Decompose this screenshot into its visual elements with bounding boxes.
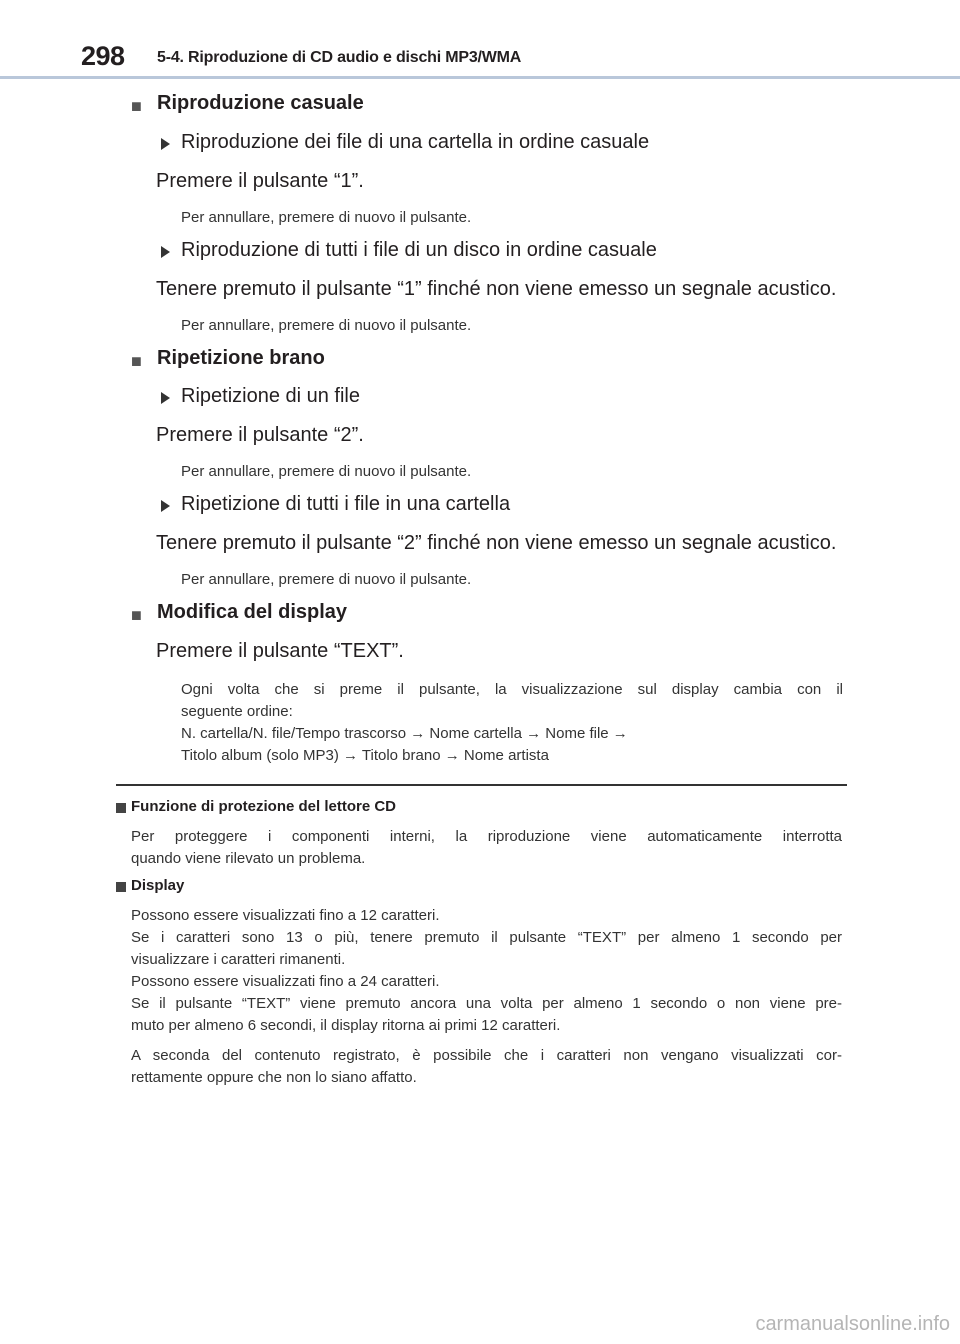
instruction-display-change: Premere il pulsante “TEXT”.	[156, 640, 404, 662]
heading-square-icon: ■	[131, 96, 142, 116]
instruction-repeat-file: Premere il pulsante “2”.	[156, 424, 364, 446]
triangle-bullet-icon	[161, 500, 170, 512]
text-line: muto per almeno 6 secondi, il display ritorna ai primi 12 caratteri.	[131, 1017, 561, 1034]
text-line: A seconda del contenuto registrato, è possibile che i caratteri non vengano visualizzati cor-	[131, 1047, 842, 1064]
note-text-cd-protection	[131, 826, 842, 870]
text-line: Ogni volta che si preme il pulsante, la visualizzazione sul display cambia con il	[181, 681, 843, 698]
heading-repeat: Ripetizione brano	[157, 347, 325, 369]
instruction-repeat-folder: Tenere premuto il pulsante “2” finché non viene emesso un segnale acustico.	[156, 532, 837, 554]
text-line: Titolo album (solo MP3) → Titolo brano → Nome artista	[181, 747, 549, 764]
instruction-random-folder: Premere il pulsante “1”.	[156, 170, 364, 192]
heading-display-change: Modifica del display	[157, 601, 348, 623]
header-divider	[0, 76, 960, 79]
note-repeat-folder: Per annullare, premere di nuovo il pulsante.	[181, 571, 472, 588]
subheading-repeat-file: Ripetizione di un file	[181, 385, 360, 407]
text-line: Se i caratteri sono 13 o più, tenere premuto il pulsante “TEXT” per almeno 1 secondo per	[131, 929, 842, 946]
note-heading-display: Display	[131, 877, 185, 894]
section-divider	[116, 784, 847, 786]
page-header	[0, 0, 960, 80]
text-line: Possono essere visualizzati fino a 12 caratteri.	[131, 907, 440, 924]
instruction-random-disc: Tenere premuto il pulsante “1” finché non viene emesso un segnale acustico.	[156, 278, 837, 300]
text-line: visualizzare i caratteri rimanenti.	[131, 951, 346, 968]
subheading-random-folder: Riproduzione dei file di una cartella in ordine casuale	[181, 131, 650, 153]
note-random-folder: Per annullare, premere di nuovo il pulsante.	[181, 209, 472, 226]
triangle-bullet-icon	[161, 246, 170, 258]
text-line: Per proteggere i componenti interni, la riproduzione viene automaticamente interrotta	[131, 828, 842, 845]
text-line: seguente ordine:	[181, 703, 293, 720]
heading-square-icon: ■	[131, 351, 142, 371]
note-square-icon	[116, 882, 126, 892]
text-line: quando viene rilevato un problema.	[131, 850, 366, 867]
page-number: 298	[81, 41, 125, 71]
note-heading-cd-protection: Funzione di protezione del lettore CD	[131, 798, 397, 815]
text-line: N. cartella/N. file/Tempo trascorso → Nome cartella → Nome file →	[181, 725, 628, 742]
subheading-repeat-folder: Ripetizione di tutti i file in una cartella	[181, 493, 511, 515]
triangle-bullet-icon	[161, 138, 170, 150]
subheading-random-disc: Riproduzione di tutti i file di un disco in ordine casuale	[181, 239, 657, 261]
text-line: Se il pulsante “TEXT” viene premuto ancora una volta per almeno 1 secondo o non viene pre-	[131, 995, 842, 1012]
watermark: carmanualsonline.info	[755, 1313, 950, 1335]
heading-random: Riproduzione casuale	[157, 92, 364, 114]
note-text-display	[131, 905, 842, 1037]
section-title: 5-4. Riproduzione di CD audio e dischi MP3/WMA	[157, 49, 522, 66]
note-random-disc: Per annullare, premere di nuovo il pulsante.	[181, 317, 472, 334]
text-line: Possono essere visualizzati fino a 24 caratteri.	[131, 973, 440, 990]
triangle-bullet-icon	[161, 392, 170, 404]
note-square-icon	[116, 803, 126, 813]
text-line: rettamente oppure che non lo siano affatto.	[131, 1069, 417, 1086]
heading-square-icon: ■	[131, 605, 142, 625]
note-text-display-extra	[131, 1045, 842, 1089]
display-change-description	[181, 679, 843, 767]
note-repeat-file: Per annullare, premere di nuovo il pulsante.	[181, 463, 472, 480]
